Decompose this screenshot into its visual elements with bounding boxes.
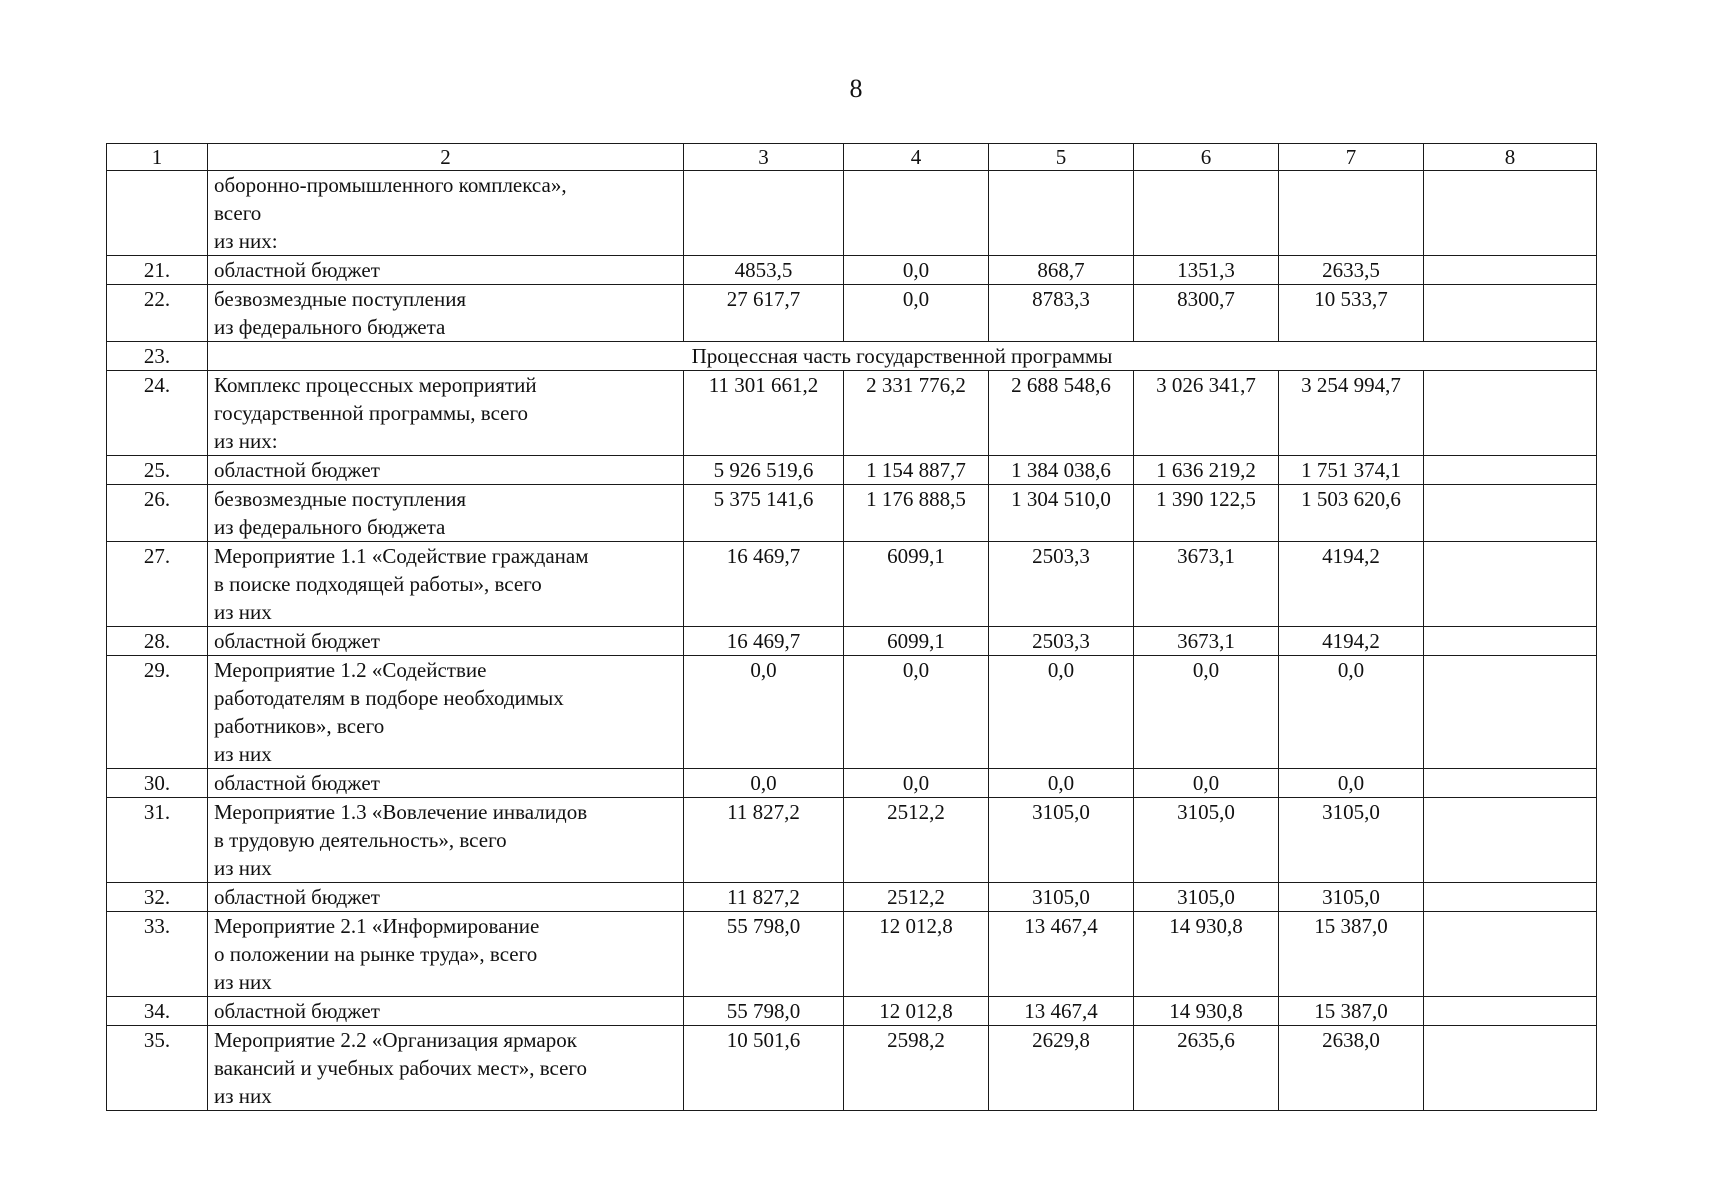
row-name <box>208 1026 684 1111</box>
row-name-line: в поиске подходящей работы», всего <box>214 572 542 596</box>
row-number: 32. <box>107 883 208 912</box>
value-cell: 4853,5 <box>684 256 844 285</box>
value-cell: 2 331 776,2 <box>844 371 989 456</box>
value-cell: 2512,2 <box>844 883 989 912</box>
row-name <box>208 171 684 256</box>
value-cell: 3673,1 <box>1134 542 1279 627</box>
note-cell <box>1424 542 1597 627</box>
value-cell: 3 254 994,7 <box>1279 371 1424 456</box>
row-name-line: из них <box>214 970 272 994</box>
row-name-line: Мероприятие 1.2 «Содействие <box>214 658 487 682</box>
value-cell: 1 176 888,5 <box>844 485 989 542</box>
note-cell <box>1424 256 1597 285</box>
row-name <box>208 371 684 456</box>
row-name-line: государственной программы, всего <box>214 401 529 425</box>
value-cell: 15 387,0 <box>1279 912 1424 997</box>
row-name-line: Мероприятие 2.2 «Организация ярмарок <box>214 1028 577 1052</box>
value-cell: 0,0 <box>684 769 844 798</box>
value-cell: 1 390 122,5 <box>1134 485 1279 542</box>
value-cell: 1 384 038,6 <box>989 456 1134 485</box>
value-cell: 0,0 <box>844 656 989 769</box>
row-number: 25. <box>107 456 208 485</box>
value-cell: 3105,0 <box>1134 798 1279 883</box>
row-name-line: безвозмездные поступления <box>214 487 467 511</box>
row-name-line: областной бюджет <box>214 885 380 909</box>
header-cell: 3 <box>684 144 844 171</box>
row-name-line: из федерального бюджета <box>214 315 446 339</box>
value-cell: 27 617,7 <box>684 285 844 342</box>
value-cell: 1351,3 <box>1134 256 1279 285</box>
row-name-line: из них <box>214 1084 272 1108</box>
header-cell: 2 <box>208 144 684 171</box>
value-cell: 2598,2 <box>844 1026 989 1111</box>
row-number: 24. <box>107 371 208 456</box>
row-name <box>208 485 684 542</box>
value-cell: 14 930,8 <box>1134 997 1279 1026</box>
value-cell: 11 827,2 <box>684 798 844 883</box>
value-cell: 55 798,0 <box>684 912 844 997</box>
header-cell: 4 <box>844 144 989 171</box>
table-row <box>107 256 1597 285</box>
row-number: 26. <box>107 485 208 542</box>
value-cell: 6099,1 <box>844 542 989 627</box>
value-cell: 2638,0 <box>1279 1026 1424 1111</box>
header-cell: 5 <box>989 144 1134 171</box>
value-cell: 10 533,7 <box>1279 285 1424 342</box>
value-cell: 8783,3 <box>989 285 1134 342</box>
row-name <box>208 542 684 627</box>
row-name-line: Комплекс процессных мероприятий <box>214 373 537 397</box>
value-cell: 2503,3 <box>989 542 1134 627</box>
value-cell: 55 798,0 <box>684 997 844 1026</box>
value-cell: 2512,2 <box>844 798 989 883</box>
value-cell: 3105,0 <box>989 883 1134 912</box>
value-cell <box>1279 171 1424 256</box>
table-header-row <box>107 144 1597 171</box>
value-cell: 16 469,7 <box>684 627 844 656</box>
note-cell <box>1424 171 1597 256</box>
row-number: 34. <box>107 997 208 1026</box>
row-name <box>208 627 684 656</box>
value-cell: 0,0 <box>1279 656 1424 769</box>
value-cell: 12 012,8 <box>844 912 989 997</box>
row-name-line: работодателям в подборе необходимых <box>214 686 564 710</box>
value-cell <box>684 171 844 256</box>
row-name <box>208 656 684 769</box>
row-name-line: о положении на рынке труда», всего <box>214 942 538 966</box>
value-cell <box>1134 171 1279 256</box>
row-name-line: областной бюджет <box>214 258 380 282</box>
row-name-line: Мероприятие 1.1 «Содействие гражданам <box>214 544 589 568</box>
value-cell: 1 304 510,0 <box>989 485 1134 542</box>
section-heading: Процессная часть государственной программы <box>208 342 1597 371</box>
note-cell <box>1424 456 1597 485</box>
row-number: 21. <box>107 256 208 285</box>
value-cell: 0,0 <box>989 769 1134 798</box>
note-cell <box>1424 912 1597 997</box>
value-cell: 11 301 661,2 <box>684 371 844 456</box>
table-row <box>107 627 1597 656</box>
row-number: 31. <box>107 798 208 883</box>
row-number: 23. <box>107 342 208 371</box>
row-number: 22. <box>107 285 208 342</box>
note-cell <box>1424 798 1597 883</box>
value-cell: 1 751 374,1 <box>1279 456 1424 485</box>
row-name-line: Мероприятие 2.1 «Информирование <box>214 914 540 938</box>
table-row <box>107 371 1597 456</box>
page-number: 8 <box>849 74 863 103</box>
note-cell <box>1424 656 1597 769</box>
row-name-line: вакансий и учебных рабочих мест», всего <box>214 1056 588 1080</box>
row-name-line: областной бюджет <box>214 458 380 482</box>
row-name <box>208 256 684 285</box>
value-cell: 1 503 620,6 <box>1279 485 1424 542</box>
value-cell: 13 467,4 <box>989 912 1134 997</box>
table-row <box>107 456 1597 485</box>
value-cell: 10 501,6 <box>684 1026 844 1111</box>
value-cell: 0,0 <box>844 769 989 798</box>
value-cell: 13 467,4 <box>989 997 1134 1026</box>
row-name-line: безвозмездные поступления <box>214 287 467 311</box>
value-cell: 0,0 <box>684 656 844 769</box>
table-row <box>107 883 1597 912</box>
value-cell: 2 688 548,6 <box>989 371 1134 456</box>
value-cell: 0,0 <box>989 656 1134 769</box>
row-name-line: работников», всего <box>214 714 385 738</box>
value-cell: 0,0 <box>1279 769 1424 798</box>
table-row <box>107 769 1597 798</box>
header-cell: 6 <box>1134 144 1279 171</box>
row-name <box>208 883 684 912</box>
row-name <box>208 456 684 485</box>
row-name-line: из них <box>214 742 272 766</box>
row-name-line: Мероприятие 1.3 «Вовлечение инвалидов <box>214 800 588 824</box>
row-name-line: областной бюджет <box>214 999 380 1023</box>
row-name <box>208 798 684 883</box>
table-row <box>107 285 1597 342</box>
value-cell: 3105,0 <box>1134 883 1279 912</box>
value-cell: 2629,8 <box>989 1026 1134 1111</box>
value-cell: 0,0 <box>844 285 989 342</box>
value-cell: 3105,0 <box>1279 798 1424 883</box>
row-number: 35. <box>107 1026 208 1111</box>
table-row <box>107 997 1597 1026</box>
value-cell: 2635,6 <box>1134 1026 1279 1111</box>
table-body <box>107 144 1597 1111</box>
note-cell <box>1424 769 1597 798</box>
row-number: 27. <box>107 542 208 627</box>
value-cell: 8300,7 <box>1134 285 1279 342</box>
value-cell: 3105,0 <box>989 798 1134 883</box>
value-cell <box>844 171 989 256</box>
note-cell <box>1424 371 1597 456</box>
note-cell <box>1424 485 1597 542</box>
table-row <box>107 1026 1597 1111</box>
value-cell: 2503,3 <box>989 627 1134 656</box>
row-name <box>208 769 684 798</box>
table-row <box>107 342 1597 371</box>
row-name <box>208 912 684 997</box>
value-cell: 1 154 887,7 <box>844 456 989 485</box>
row-name <box>208 997 684 1026</box>
value-cell: 0,0 <box>1134 769 1279 798</box>
value-cell: 3105,0 <box>1279 883 1424 912</box>
row-name-line: областной бюджет <box>214 771 380 795</box>
value-cell: 0,0 <box>1134 656 1279 769</box>
note-cell <box>1424 1026 1597 1111</box>
row-name-line: из них <box>214 856 272 880</box>
table-row <box>107 542 1597 627</box>
value-cell: 16 469,7 <box>684 542 844 627</box>
row-name-line: областной бюджет <box>214 629 380 653</box>
value-cell: 5 926 519,6 <box>684 456 844 485</box>
value-cell: 6099,1 <box>844 627 989 656</box>
table-row <box>107 798 1597 883</box>
table-row <box>107 171 1597 256</box>
row-name <box>208 285 684 342</box>
row-number: 33. <box>107 912 208 997</box>
header-cell: 1 <box>107 144 208 171</box>
row-name-line: из федерального бюджета <box>214 515 446 539</box>
row-name-line: оборонно-промышленного комплекса», <box>214 173 567 197</box>
table-row <box>107 485 1597 542</box>
value-cell: 0,0 <box>844 256 989 285</box>
row-number: 30. <box>107 769 208 798</box>
value-cell: 3673,1 <box>1134 627 1279 656</box>
value-cell: 5 375 141,6 <box>684 485 844 542</box>
row-name-line: из них <box>214 600 272 624</box>
note-cell <box>1424 285 1597 342</box>
value-cell: 1 636 219,2 <box>1134 456 1279 485</box>
note-cell <box>1424 883 1597 912</box>
table-row <box>107 912 1597 997</box>
row-number <box>107 171 208 256</box>
note-cell <box>1424 627 1597 656</box>
value-cell <box>989 171 1134 256</box>
table-row <box>107 656 1597 769</box>
value-cell: 15 387,0 <box>1279 997 1424 1026</box>
value-cell: 868,7 <box>989 256 1134 285</box>
value-cell: 14 930,8 <box>1134 912 1279 997</box>
value-cell: 11 827,2 <box>684 883 844 912</box>
row-name-line: из них: <box>214 429 278 453</box>
row-name-line: всего <box>214 201 262 225</box>
value-cell: 12 012,8 <box>844 997 989 1026</box>
value-cell: 4194,2 <box>1279 627 1424 656</box>
note-cell <box>1424 997 1597 1026</box>
header-cell: 8 <box>1424 144 1597 171</box>
row-number: 29. <box>107 656 208 769</box>
row-number: 28. <box>107 627 208 656</box>
value-cell: 4194,2 <box>1279 542 1424 627</box>
budget-table <box>106 143 1597 1111</box>
value-cell: 3 026 341,7 <box>1134 371 1279 456</box>
header-cell: 7 <box>1279 144 1424 171</box>
row-name-line: в трудовую деятельность», всего <box>214 828 507 852</box>
row-name-line: из них: <box>214 229 278 253</box>
value-cell: 2633,5 <box>1279 256 1424 285</box>
